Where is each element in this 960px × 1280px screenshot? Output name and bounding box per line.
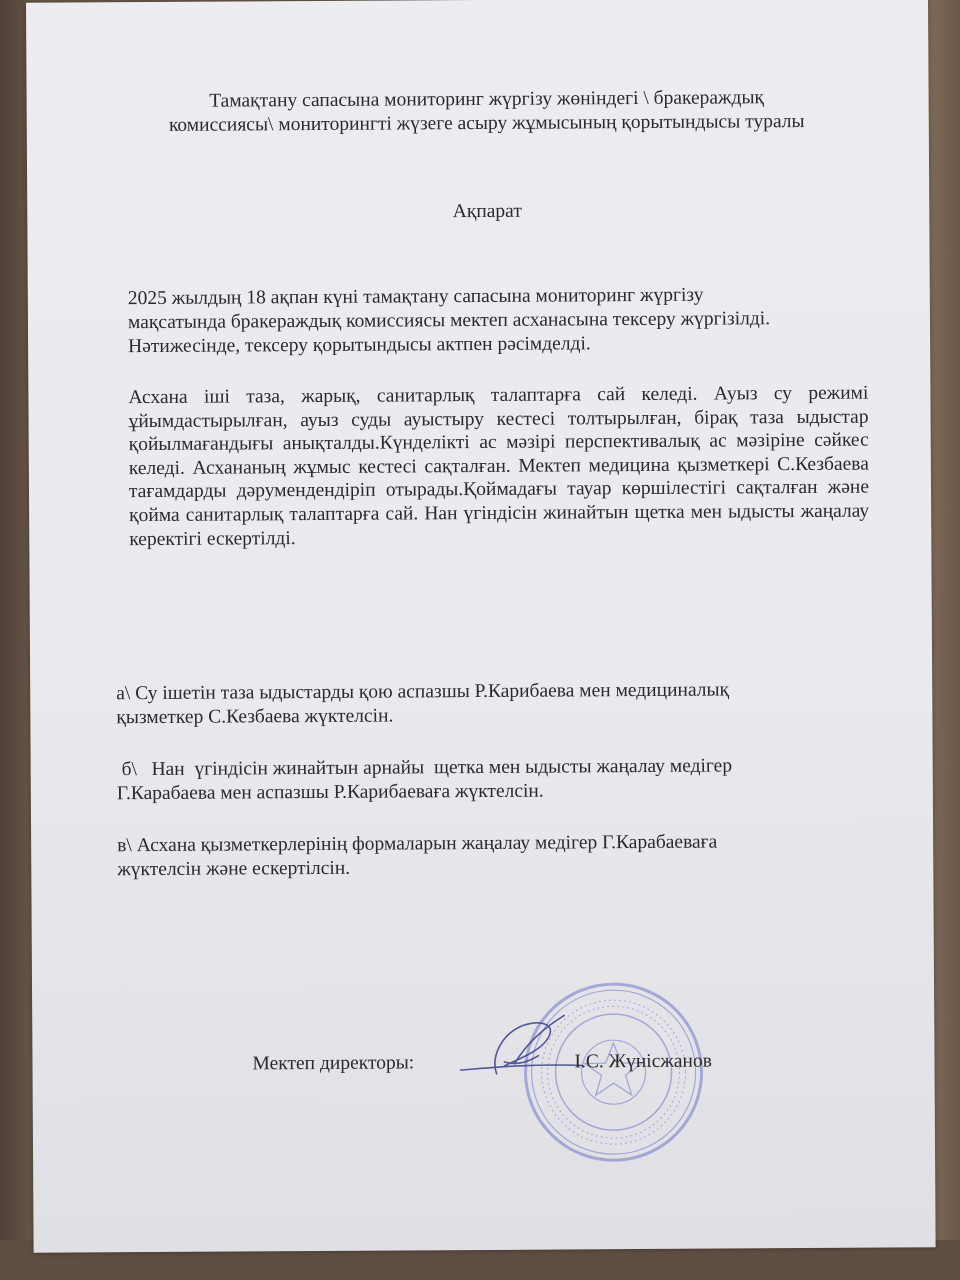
item-line: қызметкер С.Кезбаева жүктелсін. <box>116 705 394 728</box>
paragraph-line: мақсатында бракераждық комиссиясы мектеп асханасына тексеру жүргізілді. <box>127 307 771 333</box>
document-page <box>26 0 936 1253</box>
signature-block <box>252 1050 712 1075</box>
signature-label: Мектеп директоры: <box>252 1052 415 1075</box>
item-line: б\ Нан үгіндісін жинайтын арнайы щетка мен ыдысты жаңалау медігер <box>116 755 733 781</box>
document-title <box>127 86 847 138</box>
findings-paragraph: Асхана іші таза, жарық, санитарлық талаптарға сай келеді. Ауыз су режимі ұйымдастырылған, ауыз суды ауыстыру кестесі толтырылған, бірақ таза ыдыстар қойылмағандығы анықталды.Күнделікті ас мәзірі перспективалық ас мәзіріне сәйкес келеді. Асхананың жұмыс кестесі сақталған. Мектеп медицина қызметкері С.Кезбаева тағамдарды дәрумендендіріп отырады.Қоймадағы тауар көршілестігі сақталған және қойма санитарлық талаптарға сай. Нан үгіндісін жинайтын щетка мен ыдысты жаңалау керектігі ескертілді. <box>128 382 870 550</box>
directive-item-c <box>117 830 877 882</box>
item-line: жүктелсін және ескертілсін. <box>117 857 351 880</box>
intro-paragraph <box>128 283 868 359</box>
title-line: комиссиясы\ мониторингті жүзеге асыру жұмысының қорытындысы туралы <box>168 110 805 136</box>
handwritten-signature <box>456 1003 587 1094</box>
paragraph-line: Нәтижесінде, тексеру қорытындысы актпен рәсімделді. <box>128 332 591 357</box>
directive-item-b <box>117 754 877 806</box>
item-line: в\ Асхана қызметкерлерінің формаларын жаңалау медігер Г.Карабаеваға <box>117 831 718 857</box>
document-heading: Ақпарат <box>452 200 522 223</box>
item-line: Г.Карабаева мен аспазшы Р.Карибаеваға жүктелсін. <box>116 780 544 804</box>
directive-item-a <box>116 678 876 730</box>
item-line: а\ Су ішетін таза ыдыстарды қою аспазшы Р.Карибаева мен медициналық <box>116 679 730 705</box>
title-line: Тамақтану сапасына мониторинг жүргізу жөніндегі \ бракераждық <box>209 87 765 112</box>
paragraph-line: 2025 жылдың 18 ақпан күні тамақтану сапасына мониторинг жүргізу <box>127 284 704 310</box>
director-name: І.С. Жүнісжанов <box>574 1050 712 1073</box>
